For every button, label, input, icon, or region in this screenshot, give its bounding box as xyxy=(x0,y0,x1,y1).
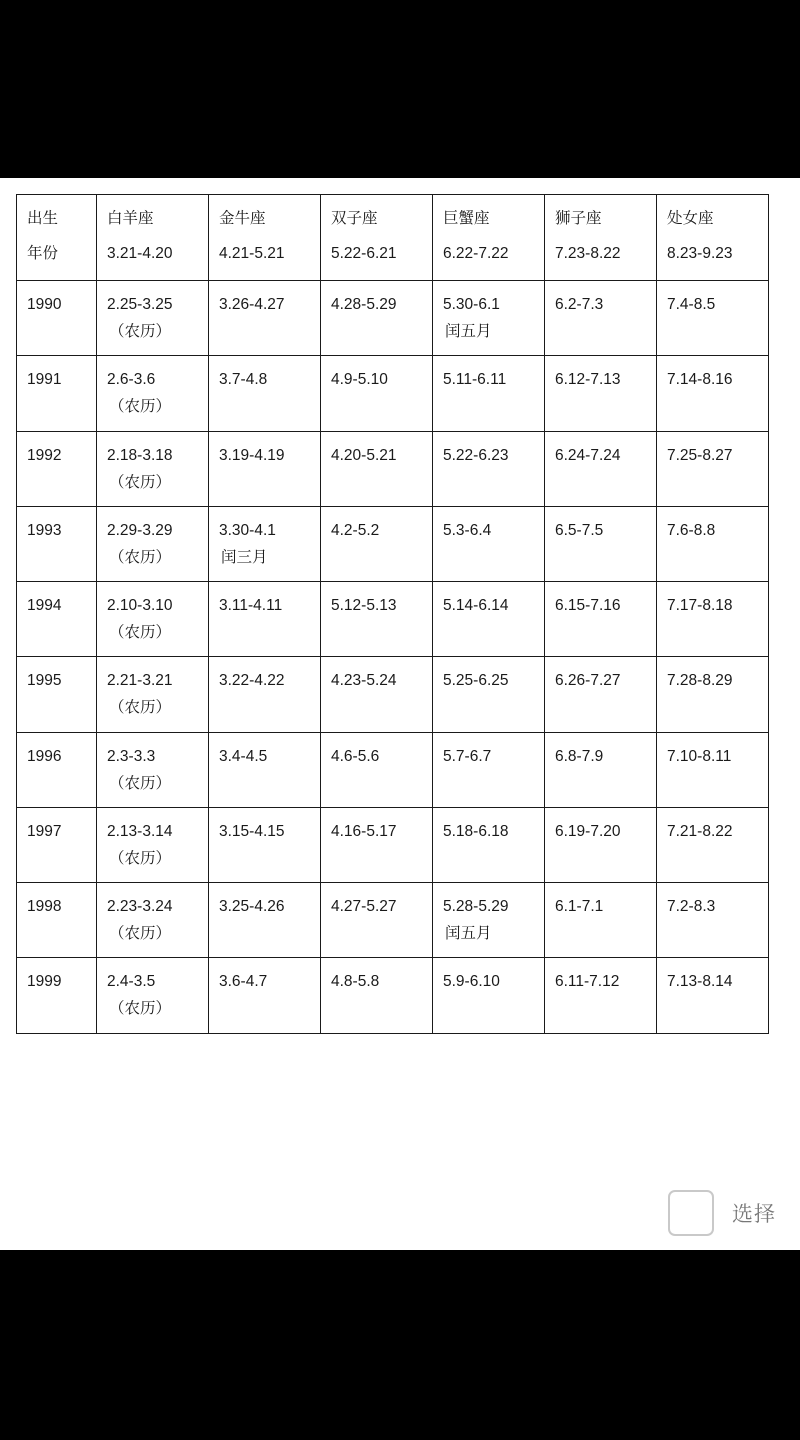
document-page xyxy=(0,178,800,1250)
header-leo-range: 7.23-8.22 xyxy=(555,245,621,263)
cell-sub: 闰五月 xyxy=(445,323,492,341)
cell-main: 5.30-6.1 xyxy=(443,296,500,313)
cell-sub: （农历） xyxy=(109,925,172,943)
cell-sub: 闰三月 xyxy=(221,548,268,566)
table-header-row xyxy=(17,195,769,281)
cell-cancer xyxy=(433,506,545,581)
cell-leo xyxy=(545,807,657,882)
row-year: 1991 xyxy=(17,356,97,431)
cell-cancer xyxy=(433,807,545,882)
cell-main: 5.18-6.18 xyxy=(443,822,509,840)
row-year: 1993 xyxy=(17,506,97,581)
table-row xyxy=(17,582,769,657)
header-aries-range: 3.21-4.20 xyxy=(107,245,173,263)
cell-taurus xyxy=(209,431,321,506)
cell-taurus xyxy=(209,356,321,431)
cell-gemini xyxy=(321,657,433,732)
cell-main: 4.23-5.24 xyxy=(331,672,397,690)
cell-taurus xyxy=(209,281,321,356)
table-row xyxy=(17,807,769,882)
cell-main: 2.4-3.5 xyxy=(107,973,156,991)
header-cell-aries xyxy=(97,195,209,281)
cell-gemini xyxy=(321,431,433,506)
cell-main: 7.10-8.11 xyxy=(667,747,732,765)
cell-taurus xyxy=(209,883,321,958)
cell-main: 6.24-7.24 xyxy=(555,446,621,464)
cell-main: 2.21-3.21 xyxy=(107,672,173,690)
cell-virgo xyxy=(657,732,769,807)
cell-main: 5.3-6.4 xyxy=(443,521,492,539)
header-cell-leo xyxy=(545,195,657,281)
cell-cancer xyxy=(433,657,545,732)
row-year: 1998 xyxy=(17,883,97,958)
cell-aries xyxy=(97,657,209,732)
cell-gemini xyxy=(321,356,433,431)
select-overlay-bar[interactable] xyxy=(668,1190,776,1236)
cell-sub: （农历） xyxy=(109,774,172,792)
cell-main: 5.22-6.23 xyxy=(443,446,509,464)
cell-sub: （农历） xyxy=(109,1000,172,1018)
cell-leo xyxy=(545,506,657,581)
cell-leo xyxy=(545,732,657,807)
cell-virgo xyxy=(657,431,769,506)
cell-virgo xyxy=(657,506,769,581)
cell-main: 3.15-4.15 xyxy=(219,822,285,840)
row-year: 1997 xyxy=(17,807,97,882)
cell-gemini xyxy=(321,958,433,1033)
cell-aries xyxy=(97,356,209,431)
cell-leo xyxy=(545,281,657,356)
cell-sub: （农历） xyxy=(109,849,172,867)
header-leo-name: 狮子座 xyxy=(555,210,602,227)
cell-main: 5.12-5.13 xyxy=(331,597,397,614)
cell-cancer xyxy=(433,281,545,356)
cell-taurus xyxy=(209,582,321,657)
header-gemini-name: 双子座 xyxy=(331,210,378,227)
row-year: 1992 xyxy=(17,431,97,506)
header-taurus-name: 金牛座 xyxy=(219,210,266,227)
cell-sub: （农历） xyxy=(109,548,172,566)
cell-gemini xyxy=(321,807,433,882)
cell-main: 7.2-8.3 xyxy=(667,898,716,915)
cell-taurus xyxy=(209,958,321,1033)
cell-main: 4.2-5.2 xyxy=(331,521,380,539)
select-label[interactable]: 选择 xyxy=(732,1203,776,1226)
table-row xyxy=(17,356,769,431)
cell-main: 7.13-8.14 xyxy=(667,973,733,991)
cell-main: 5.25-6.25 xyxy=(443,672,509,690)
cell-main: 6.8-7.9 xyxy=(555,747,604,765)
cell-sub: 闰五月 xyxy=(445,925,492,943)
cell-aries xyxy=(97,732,209,807)
row-year: 1994 xyxy=(17,582,97,657)
table-row xyxy=(17,431,769,506)
cell-main: 7.21-8.22 xyxy=(667,822,733,840)
header-cell-cancer xyxy=(433,195,545,281)
cell-gemini xyxy=(321,883,433,958)
cell-main: 6.5-7.5 xyxy=(555,521,604,539)
cell-cancer xyxy=(433,582,545,657)
cell-main: 5.28-5.29 xyxy=(443,898,509,915)
cell-main: 6.2-7.3 xyxy=(555,296,604,313)
cell-main: 2.29-3.29 xyxy=(107,521,173,539)
cell-main: 6.15-7.16 xyxy=(555,597,621,614)
cell-virgo xyxy=(657,883,769,958)
select-checkbox[interactable] xyxy=(668,1190,714,1236)
cell-main: 6.19-7.20 xyxy=(555,822,621,840)
cell-taurus xyxy=(209,732,321,807)
cell-cancer xyxy=(433,431,545,506)
cell-sub: （农历） xyxy=(109,699,172,717)
cell-main: 3.4-4.5 xyxy=(219,747,268,765)
cell-main: 3.26-4.27 xyxy=(219,296,285,313)
row-year: 1990 xyxy=(17,281,97,356)
cell-cancer xyxy=(433,732,545,807)
cell-main: 7.14-8.16 xyxy=(667,371,733,389)
cell-cancer xyxy=(433,356,545,431)
table-row xyxy=(17,883,769,958)
cell-main: 5.11-6.11 xyxy=(443,371,507,389)
cell-virgo xyxy=(657,356,769,431)
cell-leo xyxy=(545,431,657,506)
cell-aries xyxy=(97,506,209,581)
cell-main: 3.11-4.11 xyxy=(219,597,283,614)
header-cell-taurus xyxy=(209,195,321,281)
cell-main: 5.7-6.7 xyxy=(443,747,492,765)
cell-main: 7.4-8.5 xyxy=(667,296,716,313)
cell-main: 4.16-5.17 xyxy=(331,822,397,840)
cell-taurus xyxy=(209,657,321,732)
cell-main: 7.25-8.27 xyxy=(667,446,733,464)
row-year: 1999 xyxy=(17,958,97,1033)
cell-virgo xyxy=(657,807,769,882)
cell-main: 4.20-5.21 xyxy=(331,446,397,464)
table-row xyxy=(17,657,769,732)
header-cancer-name: 巨蟹座 xyxy=(443,210,490,227)
cell-main: 4.6-5.6 xyxy=(331,747,380,765)
cell-main: 6.1-7.1 xyxy=(555,898,604,915)
cell-cancer xyxy=(433,958,545,1033)
zodiac-lunar-table xyxy=(16,194,769,1034)
cell-main: 3.25-4.26 xyxy=(219,898,285,915)
table-row xyxy=(17,281,769,356)
cell-main: 2.13-3.14 xyxy=(107,822,173,840)
header-cell-gemini xyxy=(321,195,433,281)
cell-main: 7.6-8.8 xyxy=(667,521,716,539)
cell-gemini xyxy=(321,281,433,356)
cell-taurus xyxy=(209,807,321,882)
cell-leo xyxy=(545,958,657,1033)
cell-virgo xyxy=(657,657,769,732)
cell-main: 3.19-4.19 xyxy=(219,446,285,464)
header-cell-virgo xyxy=(657,195,769,281)
header-year-line1: 出生 xyxy=(27,210,59,227)
table-row xyxy=(17,958,769,1033)
cell-aries xyxy=(97,883,209,958)
cell-aries xyxy=(97,582,209,657)
cell-main: 3.7-4.8 xyxy=(219,371,268,389)
cell-leo xyxy=(545,582,657,657)
cell-main: 5.14-6.14 xyxy=(443,597,509,614)
cell-main: 6.11-7.12 xyxy=(555,973,620,991)
cell-gemini xyxy=(321,582,433,657)
zodiac-table-wrapper xyxy=(16,194,784,1034)
cell-virgo xyxy=(657,281,769,356)
cell-taurus xyxy=(209,506,321,581)
cell-virgo xyxy=(657,958,769,1033)
cell-main: 2.10-3.10 xyxy=(107,597,173,614)
cell-sub: （农历） xyxy=(109,398,172,416)
cell-cancer xyxy=(433,883,545,958)
cell-leo xyxy=(545,883,657,958)
cell-main: 2.18-3.18 xyxy=(107,446,173,464)
cell-main: 2.6-3.6 xyxy=(107,371,156,389)
cell-main: 3.6-4.7 xyxy=(219,973,268,991)
cell-main: 4.9-5.10 xyxy=(331,371,388,389)
cell-leo xyxy=(545,657,657,732)
header-year-line2: 年份 xyxy=(27,245,59,263)
cell-main: 7.28-8.29 xyxy=(667,672,733,690)
table-row xyxy=(17,732,769,807)
header-virgo-name: 处女座 xyxy=(667,210,714,227)
row-year: 1995 xyxy=(17,657,97,732)
cell-main: 4.28-5.29 xyxy=(331,296,397,313)
table-body xyxy=(17,195,769,1034)
cell-main: 4.8-5.8 xyxy=(331,973,380,991)
cell-main: 4.27-5.27 xyxy=(331,898,397,915)
table-row xyxy=(17,506,769,581)
header-aries-name: 白羊座 xyxy=(107,210,154,227)
header-cancer-range: 6.22-7.22 xyxy=(443,245,509,263)
cell-sub: （农历） xyxy=(109,473,172,491)
cell-sub: （农历） xyxy=(109,624,172,642)
cell-virgo xyxy=(657,582,769,657)
cell-aries xyxy=(97,431,209,506)
cell-main: 6.12-7.13 xyxy=(555,371,621,389)
cell-gemini xyxy=(321,506,433,581)
header-gemini-range: 5.22-6.21 xyxy=(331,245,397,263)
cell-sub: （农历） xyxy=(109,323,172,341)
header-virgo-range: 8.23-9.23 xyxy=(667,245,733,263)
cell-main: 3.30-4.1 xyxy=(219,521,276,539)
header-taurus-range: 4.21-5.21 xyxy=(219,245,285,263)
cell-main: 5.9-6.10 xyxy=(443,973,500,991)
cell-main: 2.3-3.3 xyxy=(107,747,156,765)
header-cell-year xyxy=(17,195,97,281)
cell-aries xyxy=(97,807,209,882)
row-year: 1996 xyxy=(17,732,97,807)
cell-main: 7.17-8.18 xyxy=(667,597,733,614)
cell-main: 3.22-4.22 xyxy=(219,672,285,690)
cell-aries xyxy=(97,281,209,356)
cell-main: 2.23-3.24 xyxy=(107,898,173,915)
cell-aries xyxy=(97,958,209,1033)
cell-leo xyxy=(545,356,657,431)
cell-main: 6.26-7.27 xyxy=(555,672,621,690)
cell-gemini xyxy=(321,732,433,807)
cell-main: 2.25-3.25 xyxy=(107,296,173,313)
